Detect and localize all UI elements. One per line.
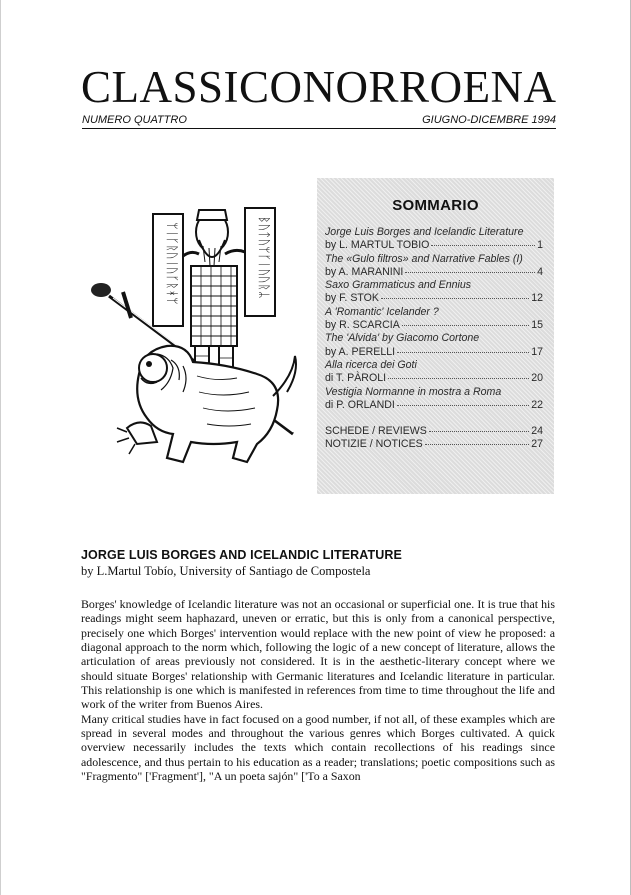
toc-entry-author: by A. PERELLI — [325, 345, 396, 358]
toc-entry[interactable] — [325, 332, 543, 359]
leader-dots — [429, 431, 529, 432]
toc-entry-page: 17 — [531, 345, 543, 358]
toc-entry-page: 1 — [537, 239, 543, 252]
runes-left-text: ᛘᛁᚴᚱᚢᛁᚢᚴᚱᚼᛘ — [165, 222, 180, 305]
leader-dots — [402, 325, 529, 326]
leader-dots — [431, 245, 535, 246]
rune-tablet-right — [245, 208, 275, 316]
toc-entry-author: di P. ORLANDI — [325, 398, 395, 411]
lion — [117, 346, 296, 462]
toc-entry-title: A 'Romantic' Icelander ? — [325, 305, 439, 318]
toc-entry-title: Saxo Grammaticus and Ennius — [325, 279, 472, 292]
toc-entry-title: The 'Alvida' by Giacomo Cortone — [325, 332, 480, 345]
leader-dots — [397, 405, 529, 406]
toc-entry-page: 20 — [531, 372, 543, 385]
issue-date: GIUGNO-DICEMBRE 1994 — [422, 114, 556, 126]
issue-number: NUMERO QUATTRO — [82, 114, 187, 126]
article-body — [81, 597, 555, 783]
toc-section-page: 24 — [531, 425, 543, 438]
toc-section-label: SCHEDE / REVIEWS — [325, 425, 427, 438]
woodcut-illustration — [87, 196, 307, 481]
journal-title: CLASSICONORROENA — [81, 62, 557, 112]
toc-entry-title: Jorge Luis Borges and Icelandic Literature — [325, 226, 524, 238]
toc-entry-author: by R. SCARCIA — [325, 319, 400, 332]
toc-entry[interactable] — [325, 386, 543, 413]
article-paragraph: Many critical studies have in fact focused on a good number, if not all, of these examples which are spread in several modes and throughout the various genres which Borges cultivated. A quick overview necessarily includes the texts which contain recollections of his readings since adolescence, and thus pertain to his education as a reader; translations; poetic compositions such as "Fragmento" ['Fragment'], "A un poeta sajón" ['To a Saxon — [81, 711, 555, 784]
toc-entry-title: Alla ricerca dei Goti — [325, 358, 417, 371]
toc-entry-title: The «Gulo filtros» and Narrative Fables (I) — [325, 252, 523, 265]
toc-entry-author: by A. MARANINI — [325, 265, 404, 278]
sommario-heading: SOMMARIO — [392, 197, 479, 214]
leader-dots — [381, 298, 529, 299]
toc-entry[interactable] — [325, 359, 543, 386]
toc-entry-page: 15 — [531, 319, 543, 332]
issue-bar — [82, 114, 556, 129]
toc-entry-author: by F. STOK — [325, 292, 379, 305]
article-title: JORGE LUIS BORGES AND ICELANDIC LITERATURE — [81, 548, 402, 562]
sommario-panel — [317, 178, 554, 494]
article-byline: by L.Martul Tobío, University of Santiago de Compostela — [81, 564, 371, 578]
article-paragraph: Borges' knowledge of Icelandic literature was not an occasional or superficial one. It is true that his readings might seem haphazard, uneven or erratic, but this is only from a canonical perspective, precisely one which Borges' intervention would replace with the new point of view he proposed: a diagonal approach to the norm which, following the logic of a new concept of literature, allows the articulation of areas previously not considered. It is in the aesthetic-literary concept where we should situate Borges' relationship with Germanic literatures and Icelandic literature in particular. This relationship is one which is manifested in references from time to time throughout the life and work of the writer from Buenos Aires. — [81, 597, 555, 712]
toc-entry-page: 22 — [531, 398, 543, 411]
toc-entry[interactable] — [325, 306, 543, 333]
leader-dots — [397, 352, 529, 353]
rune-tablet-left — [153, 214, 183, 326]
toc-entry-author: di T. PÀROLI — [325, 372, 387, 385]
toc-entry[interactable] — [325, 253, 543, 280]
table-of-contents — [325, 226, 543, 452]
leader-dots — [405, 272, 535, 273]
runes-right-text: ᛒᚢᛏᚢᛘᚴᛁᚢᚢᚱᛦ — [257, 216, 272, 299]
leader-dots — [425, 444, 530, 445]
toc-entry-page: 4 — [537, 265, 543, 278]
toc-section-notices[interactable] — [325, 438, 543, 451]
toc-section-label: NOTIZIE / NOTICES — [325, 438, 423, 451]
toc-entry[interactable] — [325, 226, 543, 253]
toc-entry-title: Vestigia Normanne in mostra a Roma — [325, 385, 502, 398]
toc-section-reviews[interactable] — [325, 425, 543, 438]
leader-dots — [388, 378, 529, 379]
toc-entry-page: 12 — [531, 292, 543, 305]
toc-section-page: 27 — [531, 438, 543, 451]
toc-entry[interactable] — [325, 279, 543, 306]
toc-entry-author: by L. MARTUL TOBIO — [325, 239, 430, 252]
